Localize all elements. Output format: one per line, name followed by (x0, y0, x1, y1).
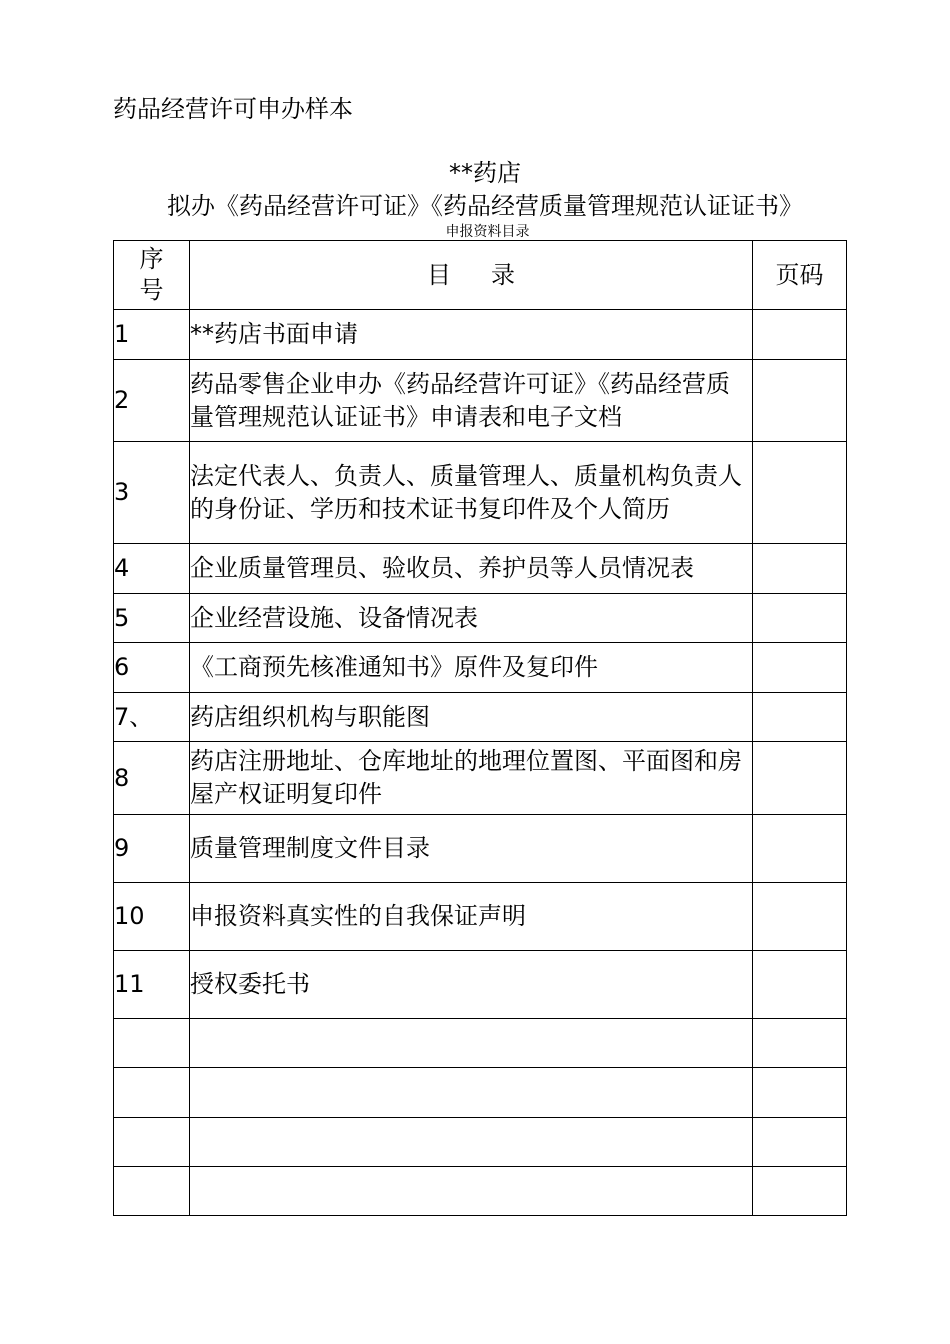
table-row (114, 360, 847, 442)
row-number (114, 1118, 190, 1167)
catalog-table (113, 240, 847, 1216)
table-row (114, 442, 847, 544)
row-number: 9 (114, 815, 190, 883)
row-page (753, 643, 847, 693)
row-number: 8 (114, 742, 190, 815)
row-number: 5 (114, 594, 190, 643)
table-row (114, 815, 847, 883)
row-page (753, 1019, 847, 1068)
row-page (753, 693, 847, 742)
column-header-page: 页码 (753, 241, 847, 310)
document-title: 药品经营许可申办样本 (113, 95, 353, 123)
column-header-number-line2: 号 (139, 276, 164, 304)
row-title: 质量管理制度文件目录 (190, 815, 753, 883)
table-row (114, 1068, 847, 1118)
store-name: **药店 (449, 159, 521, 187)
table-row (114, 1019, 847, 1068)
table-row (114, 310, 847, 360)
table-header-row (114, 241, 847, 310)
row-number: 7、 (114, 693, 190, 742)
column-header-contents-part1: 目 (427, 260, 451, 289)
row-number (114, 1068, 190, 1118)
table-row (114, 643, 847, 693)
row-number: 2 (114, 360, 190, 442)
row-page (753, 883, 847, 951)
row-page (753, 594, 847, 643)
row-number: 1 (114, 310, 190, 360)
table-row (114, 693, 847, 742)
table-row (114, 1167, 847, 1216)
row-page (753, 544, 847, 594)
row-title: **药店书面申请 (190, 310, 753, 360)
row-number (114, 1019, 190, 1068)
row-title: 企业质量管理员、验收员、养护员等人员情况表 (190, 544, 753, 594)
row-number: 10 (114, 883, 190, 951)
row-number: 6 (114, 643, 190, 693)
table-row (114, 1118, 847, 1167)
table-row (114, 544, 847, 594)
row-number: 11 (114, 951, 190, 1019)
row-title: 授权委托书 (190, 951, 753, 1019)
row-page (753, 951, 847, 1019)
column-header-number-line1: 序 (139, 245, 164, 273)
application-subtitle: 拟办《药品经营许可证》《药品经营质量管理规范认证证书》 (167, 192, 803, 220)
row-title: 药店注册地址、仓库地址的地理位置图、平面图和房屋产权证明复印件 (190, 742, 753, 815)
table-row (114, 951, 847, 1019)
row-page (753, 742, 847, 815)
row-title: 法定代表人、负责人、质量管理人、质量机构负责人的身份证、学历和技术证书复印件及个人简历 (190, 442, 753, 544)
row-page (753, 1167, 847, 1216)
column-header-contents-part2: 录 (491, 260, 515, 289)
row-page (753, 442, 847, 544)
row-page (753, 1068, 847, 1118)
catalog-caption: 申报资料目录 (445, 224, 530, 240)
row-title: 药品零售企业申办《药品经营许可证》《药品经营质量管理规范认证证书》申请表和电子文档 (190, 360, 753, 442)
row-title: 《工商预先核准通知书》原件及复印件 (190, 643, 753, 693)
row-number (114, 1167, 190, 1216)
row-title (190, 1019, 753, 1068)
row-title: 药店组织机构与职能图 (190, 693, 753, 742)
table-row (114, 594, 847, 643)
row-number: 4 (114, 544, 190, 594)
row-title (190, 1118, 753, 1167)
row-page (753, 360, 847, 442)
row-page (753, 1118, 847, 1167)
table-row (114, 742, 847, 815)
column-header-number (114, 241, 190, 310)
row-title: 申报资料真实性的自我保证声明 (190, 883, 753, 951)
column-header-contents (190, 241, 753, 310)
table-row (114, 883, 847, 951)
row-title: 企业经营设施、设备情况表 (190, 594, 753, 643)
row-number: 3 (114, 442, 190, 544)
row-page (753, 310, 847, 360)
row-page (753, 815, 847, 883)
row-title (190, 1068, 753, 1118)
row-title (190, 1167, 753, 1216)
